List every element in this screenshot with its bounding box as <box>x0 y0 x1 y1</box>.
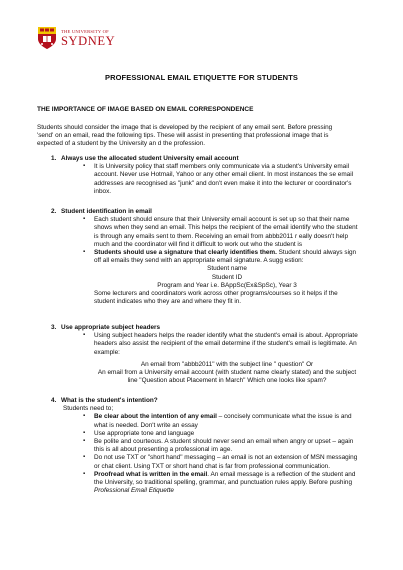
section-4 <box>37 397 377 495</box>
bullet-line: is through any emails sent to them. Receiving an email from abbb2011 r eally doesn't help <box>94 232 349 240</box>
bullet-text: – concisely communicate what the issue is and <box>216 413 352 421</box>
bullet-line: headers also assist the recipient of the email determine if the student's email is legitimate. An <box>94 340 357 348</box>
bullet-item <box>94 454 377 470</box>
bullet-line: ▪ It is University policy that staff members only communicate via a student's University email <box>94 163 350 171</box>
section-1-heading <box>37 155 377 163</box>
section-number: 1. <box>51 155 57 162</box>
section-title: Always use the allocated student University email account <box>61 155 239 162</box>
bullet-item <box>94 249 377 265</box>
document-title: PROFESSIONAL EMAIL ETIQUETTE FOR STUDENTS <box>104 73 298 82</box>
university-logo <box>37 26 115 50</box>
logo-text <box>61 26 115 47</box>
italic-title: Professional Email Etiquette <box>94 487 174 495</box>
section-number: 4. <box>51 397 57 404</box>
bullet-lead: Students should use a signature that clearly identifies them. <box>94 248 277 256</box>
note-line: student indicates who they are and where they fit in. <box>94 298 242 306</box>
section-title: What is the student's intention? <box>61 397 158 404</box>
bullet-line: ▪ Using subject headers helps the reader identify what the student's email is about. Appropriate <box>94 332 358 340</box>
intro-paragraph <box>37 124 370 149</box>
section-3 <box>37 324 377 385</box>
bullet-line <box>94 249 377 257</box>
bullet-lead: Be clear about the intention of any email <box>94 413 217 421</box>
bullet-item <box>94 163 377 196</box>
bullet-line <box>94 413 377 421</box>
bullet-item <box>94 471 377 496</box>
section-2-note <box>37 290 377 306</box>
section-3-heading <box>37 324 377 332</box>
bullet-text: Student should always sign <box>276 248 357 256</box>
intro-line: 'send' on an email, read the following tips. These will assist in presenting that professional image that is <box>37 132 329 140</box>
bullet-line: the University, so traditional spelling, grammar, and punctuation rules apply. Before pushing <box>94 478 353 486</box>
bullet-line: ▪ Each student should ensure that their University email account is set up so that their name <box>94 216 350 224</box>
example-line: line "Question about Placement in March" Which one looks like spam? <box>127 377 327 385</box>
signature-line: Program and Year i.e. BAppSc(Ex&SpSc), Year 3 <box>157 281 297 289</box>
bullet-list <box>37 332 377 357</box>
bullet-item <box>94 430 377 438</box>
section-4-subheading: Students need to; <box>63 405 114 413</box>
signature-example <box>37 265 377 290</box>
bullet-list <box>37 216 377 265</box>
section-title: Student identification in email <box>61 208 152 215</box>
bullet-line: this is all about presenting a professional im age. <box>94 446 233 454</box>
signature-line: Student name <box>207 265 247 273</box>
bullet-line: ▪ Do not use TXT or "short hand" messaging – an email is not an extension of MSN messaging <box>94 454 358 462</box>
bullet-list <box>37 163 377 196</box>
bullet-line: example: <box>94 348 120 356</box>
bullet-item <box>94 438 377 454</box>
intro-line: Students should consider the image that is developed by the recipient of any email sent. Before pressing <box>37 124 333 131</box>
section-2-heading <box>37 208 377 216</box>
university-crest-icon <box>37 26 57 50</box>
bullet-lead: Proofread what is written in the email <box>94 470 208 478</box>
section-2 <box>37 208 377 306</box>
intro-line: expected of a student by the University an d the profession. <box>37 140 206 148</box>
section-1 <box>37 155 377 196</box>
bullet-line: account. Never use Hotmail, Yahoo or any other email client. In most instances the se email <box>94 171 354 179</box>
bullet-line: much and the coordinator will find it difficult to work out who the student is <box>94 240 303 248</box>
bullet-line <box>94 471 377 479</box>
bullet-line: what is needed. Don't write an essay <box>94 421 198 429</box>
logo-line2: SYDNEY <box>61 33 116 48</box>
subject-example <box>37 361 377 386</box>
bullet-line: inbox. <box>94 187 112 195</box>
bullet-text: . An email message is a reflection of the student and <box>207 470 356 478</box>
example-line: An email from "abbb2011" with the subject line " question" Or <box>140 360 314 368</box>
bullet-list <box>37 413 377 495</box>
bullet-line: shows when they send an email. This helps the recipient of the email identify who the student <box>94 224 358 232</box>
note-line: Some lecturers and coordinators work across other programs/courses so it helps if the <box>94 289 338 297</box>
bullet-line <box>94 487 377 495</box>
bullet-line: ▪ Use appropriate tone and language <box>94 429 195 437</box>
bullet-line: or chat client. Using TXT or short hand chat is far from professional communication. <box>94 462 330 470</box>
section-title: Use appropriate subject headers <box>61 324 161 331</box>
bullet-item <box>94 332 377 357</box>
signature-line: Student ID <box>211 273 243 281</box>
bullet-line: ▪ Be polite and courteous. A student should never send an email when angry or upset – again <box>94 437 354 445</box>
bullet-item <box>94 216 377 249</box>
section-heading: THE IMPORTANCE OF IMAGE BASED ON EMAIL CORRESPONDENCE <box>37 106 254 113</box>
section-number: 3. <box>51 324 57 331</box>
logo-line1: THE UNIVERSITY OF <box>61 29 109 34</box>
bullet-line: addresses are recognised as "junk" and don't even make it into the lecturer or coordinator's <box>94 179 352 187</box>
section-number: 2. <box>51 208 57 215</box>
example-line: An email from a University email account (with student name clearly stated) and the subject <box>97 368 357 376</box>
bullet-item <box>94 413 377 429</box>
bullet-line: off all emails they send with an appropriate email signature. A sugg estion: <box>94 257 304 265</box>
section-4-heading <box>37 397 377 405</box>
